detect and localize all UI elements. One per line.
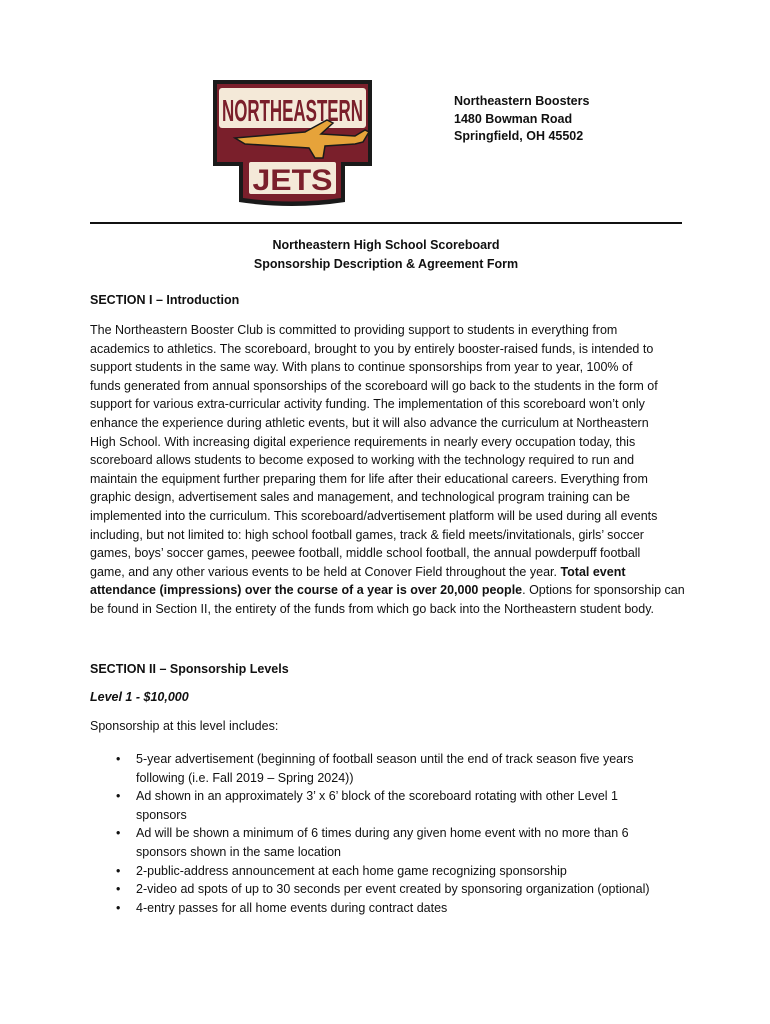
includes-label: Sponsorship at this level includes: [90, 719, 279, 733]
intro-line: support for various extra-curricular activity funding. The implementation of this scoreboard won’t only [90, 397, 645, 412]
list-item [116, 750, 676, 787]
address-name: Northeastern Boosters [454, 94, 590, 108]
benefit-text: Ad shown in an approximately 3’ x 6’ block of the scoreboard rotating with other Level 1 [136, 789, 618, 804]
title-line-1: Northeastern High School Scoreboard [272, 238, 500, 252]
intro-line: The Northeastern Booster Club is committed to providing support to students in everything from [90, 323, 618, 337]
intro-line: including, but not limited to: high school football games, track & field meets/invitationals, girls’ soccer [90, 527, 644, 542]
level-1-benefits-list [116, 750, 676, 917]
section-2-heading: SECTION II – Sponsorship Levels [90, 662, 289, 676]
intro-line: High School. With increasing digital experience requirements in nearly every occupation today, this [90, 434, 636, 449]
bullet-icon: • [116, 900, 121, 915]
intro-plain-text: . Options for sponsorship can [522, 583, 685, 598]
list-item [116, 824, 676, 861]
document-title [90, 236, 682, 274]
intro-line: enhance the experience during athletic events, but it will also advance the curriculum at Northeastern [90, 415, 649, 430]
benefit-text: following (i.e. Fall 2019 – Spring 2024)) [136, 770, 354, 785]
header-divider [90, 222, 682, 224]
intro-line: implemented into the curriculum. This scoreboard/advertisement platform will be used during all events [90, 508, 658, 523]
benefit-text: 2-public-address announcement at each home game recognizing sponsorship [136, 863, 567, 878]
intro-line: scoreboard allows students to become exposed to working with the technology required to run and [90, 453, 635, 468]
list-item [116, 880, 676, 899]
intro-line [90, 563, 686, 582]
logo-top-text: NORTHEASTERN [222, 93, 363, 128]
northeastern-jets-logo [205, 74, 380, 209]
bullet-icon: • [116, 863, 121, 878]
address-city: Springfield, OH 45502 [454, 129, 584, 143]
bullet-icon: • [116, 752, 121, 766]
list-item [116, 899, 676, 918]
intro-line: funds generated from annual sponsorships of the scoreboard will go back to the students in the form of [90, 378, 658, 393]
benefit-text: 5-year advertisement (beginning of football season until the end of track season five years [136, 752, 634, 766]
intro-line [90, 581, 686, 600]
section-1-heading: SECTION I – Introduction [90, 293, 240, 307]
intro-plain-text: game, and any other various events to be held at Conover Field throughout the year. [90, 564, 561, 579]
intro-line: academics to athletics. The scoreboard, brought to you by entirely booster-raised funds, is intended to [90, 341, 654, 356]
logo-bottom-text: JETS [252, 164, 333, 197]
benefit-text: 4-entry passes for all home events during contract dates [136, 900, 448, 915]
bullet-icon: • [116, 882, 121, 897]
list-item [116, 787, 676, 824]
introduction-paragraph [90, 321, 686, 619]
attendance-highlight: Total event [560, 564, 626, 579]
level-1-title: Level 1 - $10,000 [90, 690, 189, 704]
bullet-icon: • [116, 789, 121, 804]
intro-line: support students in the same way. With plans to continue sponsorships from year to year, 100% of [90, 360, 633, 375]
benefit-text: sponsors [136, 807, 187, 822]
benefit-text: Ad will be shown a minimum of 6 times during any given home event with no more than 6 [136, 826, 629, 841]
list-item [116, 862, 676, 881]
intro-line: maintain the equipment further preparing them for life after their educational careers. Everything from [90, 471, 648, 486]
bullet-icon: • [116, 826, 121, 841]
address-street: 1480 Bowman Road [454, 111, 573, 126]
intro-line: be found in Section II, the entirety of the funds from which go back into the Northeastern student body. [90, 601, 654, 616]
attendance-highlight: attendance (impressions) over the course of a year is over 20,000 people [90, 583, 523, 598]
booster-address [454, 93, 589, 146]
benefit-text: sponsors shown in the same location [136, 844, 341, 859]
intro-line: games, boys’ soccer games, peewee football, middle school football, the annual powderpuff football [90, 546, 641, 561]
intro-line: graphic design, advertisement sales and management, and technological program training can be [90, 490, 630, 505]
title-line-2: Sponsorship Description & Agreement Form [253, 257, 519, 271]
benefit-text: 2-video ad spots of up to 30 seconds per event created by sponsoring organization (optional) [136, 882, 650, 897]
